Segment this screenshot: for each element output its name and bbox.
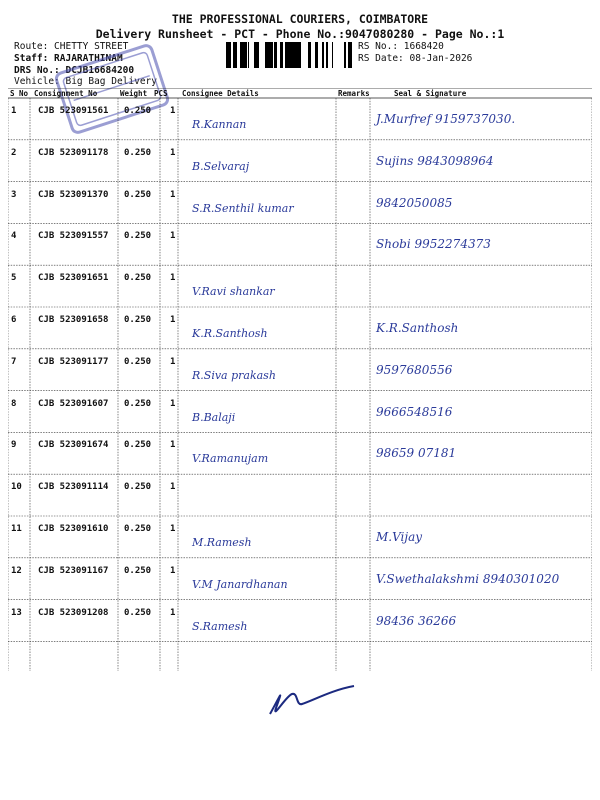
rs-number: RS No.: 1668420 [358, 41, 444, 52]
col-sno-header: S No [10, 89, 29, 98]
row-consignment-no: CJB 523091167 [38, 565, 109, 576]
row-consignment-no: CJB 523091610 [38, 524, 109, 534]
staff-label: Staff: RAJARATHINAM [14, 53, 123, 64]
row-consignee: B.Balaji [192, 410, 236, 424]
row-consignee: S.Ramesh [192, 619, 248, 633]
row-consignment-no: CJB 523091370 [38, 189, 109, 200]
row-signature: J.Murfref 9159737030. [376, 112, 516, 126]
row-weight: 0.250 [124, 106, 152, 116]
company-title: THE PROFESSIONAL COURIERS, COIMBATORE [171, 12, 429, 26]
row-consignment-no: CJB 523091114 [38, 482, 109, 493]
row-consignee: V.Ravi shankar [192, 285, 275, 299]
row-signature: V.Swethalakshmi 8940301020 [376, 571, 560, 586]
row-pcs: 1 [170, 482, 176, 493]
row-consignee: B.Selvaraj [192, 159, 250, 173]
row-consignment-no: CJB 523091557 [38, 231, 109, 242]
row-signature: 9666548516 [376, 404, 453, 419]
row-pcs: 1 [170, 189, 176, 200]
row-consignee: M.Ramesh [192, 536, 252, 549]
row-consignment-no: CJB 523091607 [38, 398, 109, 409]
row-pcs: 1 [170, 565, 176, 576]
row-pcs: 1 [170, 315, 176, 325]
drs-number: DRS No.: DCJB16684200 [14, 65, 135, 76]
row-sno: 8 [11, 398, 17, 409]
row-weight: 0.250 [124, 607, 152, 618]
row-signature: K.R.Santhosh [376, 321, 459, 335]
row-sno: 10 [11, 482, 22, 493]
row-weight: 0.250 [124, 147, 152, 158]
row-consignee: R.Kannan [192, 118, 247, 131]
row-pcs: 1 [170, 440, 176, 451]
row-consignee: V.M Janardhanan [192, 577, 288, 591]
row-consignment-no: CJB 523091651 [38, 273, 109, 284]
row-pcs: 1 [170, 231, 176, 242]
barcode-image [226, 42, 356, 68]
row-consignee: V.Ramanujam [192, 452, 269, 466]
supervisor-signature-scribble [262, 676, 358, 724]
row-signature: M.Vijay [376, 530, 423, 544]
col-remarks-header: Remarks [338, 89, 370, 98]
row-weight: 0.250 [124, 524, 152, 534]
row-sno: 3 [11, 189, 17, 200]
row-pcs: 1 [170, 356, 176, 367]
col-weight-header: Weight [120, 89, 148, 98]
row-weight: 0.250 [124, 231, 152, 242]
col-pcs-header: PCS [154, 89, 168, 98]
row-sno: 11 [11, 524, 22, 534]
row-weight: 0.250 [124, 273, 152, 284]
row-signature: Sujins 9843098964 [376, 153, 494, 168]
row-signature: 98436 36266 [376, 613, 457, 628]
row-sno: 2 [11, 147, 17, 158]
row-signature: 98659 07181 [376, 446, 457, 461]
row-pcs: 1 [170, 273, 176, 284]
row-consignment-no: CJB 523091177 [38, 356, 109, 367]
row-sno: 7 [11, 356, 17, 367]
row-pcs: 1 [170, 147, 176, 158]
row-sno: 4 [11, 231, 17, 242]
row-consignment-no: CJB 523091178 [38, 147, 109, 158]
runsheet-subtitle: Delivery Runsheet - PCT - Phone No.:9047080280 - Page No.:1 [95, 27, 505, 41]
route-label: Route: CHETTY STREET [14, 41, 129, 52]
col-consignment-header: Consignment No [34, 89, 98, 98]
row-signature: 9842050085 [376, 195, 453, 210]
row-pcs: 1 [170, 398, 176, 409]
row-signature: Shobi 9952274373 [376, 237, 491, 252]
row-pcs: 1 [170, 106, 176, 116]
row-sno: 9 [11, 440, 17, 451]
row-weight: 0.250 [124, 189, 152, 200]
row-weight: 0.250 [124, 356, 152, 367]
vehicle-label: Vehicle: Big Bag Delivery [14, 76, 157, 87]
col-signature-header: Seal & Signature [394, 89, 467, 98]
row-weight: 0.250 [124, 440, 152, 451]
row-pcs: 1 [170, 607, 176, 618]
row-consignee: S.R.Senthil kumar [192, 201, 294, 215]
row-weight: 0.250 [124, 315, 152, 325]
col-consignee-header: Consignee Details [182, 89, 259, 98]
row-consignment-no: CJB 523091658 [38, 315, 109, 325]
row-weight: 0.250 [124, 565, 152, 576]
row-weight: 0.250 [124, 482, 152, 493]
row-consignee: R.Siva prakash [192, 368, 276, 382]
row-sno: 13 [11, 607, 22, 618]
row-sno: 5 [11, 273, 17, 284]
row-signature: 9597680556 [376, 362, 453, 377]
row-sno: 12 [11, 565, 22, 576]
row-consignment-no: CJB 523091674 [38, 440, 109, 451]
row-consignment-no: CJB 523091561 [38, 106, 109, 116]
row-sno: 6 [11, 315, 17, 325]
row-weight: 0.250 [124, 398, 152, 409]
row-pcs: 1 [170, 524, 176, 534]
rs-date: RS Date: 08-Jan-2026 [358, 53, 473, 64]
row-consignee: K.R.Santhosh [192, 327, 268, 340]
row-sno: 1 [11, 106, 17, 116]
row-consignment-no: CJB 523091208 [38, 607, 109, 618]
